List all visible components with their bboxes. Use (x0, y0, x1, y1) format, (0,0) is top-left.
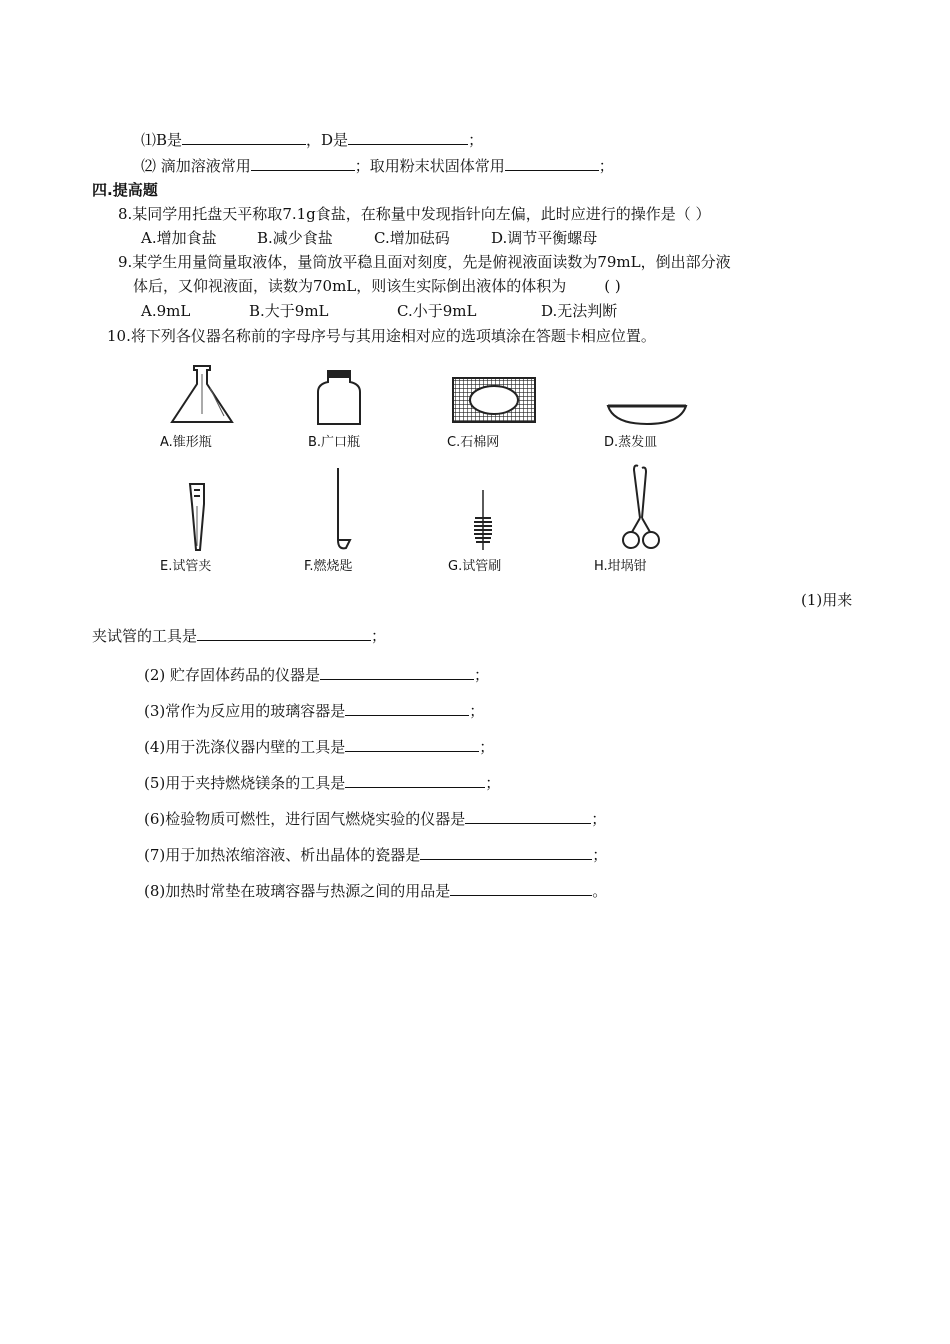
q10-sub8 (144, 881, 607, 901)
figure-caption: C.石棉网 (447, 435, 500, 450)
crucible-tongs-icon (620, 462, 664, 552)
punct: ； (474, 666, 490, 684)
figure-caption: A.锥形瓶 (160, 435, 212, 450)
q10-sub-text: (2) 贮存固体药品的仪器是 (144, 666, 321, 684)
q8-option-d[interactable]: D.调节平衡螺母 (491, 229, 598, 247)
q8-options (141, 228, 597, 248)
q9-stem-line-1: 9.某学生用量筒量取液体，量筒放平稳且面对刻度，先是俯视液面读数为79mL，倒出部分液 (118, 253, 731, 271)
punct: ； (598, 157, 614, 175)
prev-line-2 (141, 156, 614, 176)
figure-caption: B.广口瓶 (308, 435, 361, 450)
answer-blank[interactable] (505, 156, 599, 171)
answer-blank[interactable] (251, 156, 355, 171)
answer-blank[interactable] (345, 773, 485, 788)
q10-sub-text: (4)用于洗涤仪器内壁的工具是 (144, 738, 346, 756)
q10-stem: 10.将下列各仪器名称前的字母序号与其用途相对应的选项填涂在答题卡相应位置。 (107, 327, 656, 345)
prev-line-1 (141, 130, 483, 150)
q10-sub1-text: 夹试管的工具是 (92, 627, 198, 645)
q8-stem: 8.某同学用托盘天平称取7.1g食盐，在称量中发现指针向左偏，此时应进行的操作是（ ） (118, 205, 711, 223)
q10-sub-text: (6)检验物质可燃性，进行固气燃烧实验的仪器是 (144, 810, 466, 828)
answer-blank[interactable] (420, 845, 592, 860)
answer-blank[interactable] (345, 737, 479, 752)
prev-powder-label: ；取用粉末状固体常用 (354, 157, 505, 175)
q10-sub6 (144, 809, 606, 829)
answer-blank[interactable] (197, 626, 371, 641)
evaporating-dish-icon (606, 402, 688, 426)
punct: ； (592, 846, 608, 864)
q10-sub-text: (7)用于加热浓缩溶液、析出晶体的瓷器是 (144, 846, 421, 864)
q10-sub-text: (5)用于夹持燃烧镁条的工具是 (144, 774, 346, 792)
test-tube-brush-icon (471, 488, 495, 552)
q10-sub-text: (8)加热时常垫在玻璃容器与热源之间的用品是 (144, 882, 451, 900)
q9-option-d[interactable]: D.无法判断 (541, 302, 618, 320)
figure-caption: F.燃烧匙 (304, 559, 353, 574)
q10-sub3 (144, 701, 484, 721)
answer-blank[interactable] (345, 701, 469, 716)
answer-blank[interactable] (320, 665, 474, 680)
test-tube-holder-icon (184, 482, 212, 552)
section-title: 四.提高题 (92, 181, 158, 199)
figure-caption: H.坩埚钳 (594, 559, 647, 574)
punct: ； (468, 131, 484, 149)
q9-option-a[interactable]: A.9mL (141, 302, 191, 320)
q9-stem-text: 体后，又仰视液面，读数为70mL，则该生实际倒出液体的体积为 (133, 277, 567, 295)
q10-sub-text: (3)常作为反应用的玻璃容器是 (144, 702, 346, 720)
punct: ； (591, 810, 607, 828)
punct: 。 (592, 882, 608, 900)
q8-option-b[interactable]: B.减少食盐 (257, 229, 333, 247)
q10-sub4 (144, 737, 494, 757)
figure-caption: G.试管刷 (448, 559, 502, 574)
prev-b-label: ⑴B是 (141, 131, 183, 149)
combustion-spoon-icon (328, 466, 352, 552)
q10-sub1 (92, 626, 386, 646)
figure-caption: E.试管夹 (160, 559, 212, 574)
punct: ； (485, 774, 501, 792)
answer-blank[interactable] (450, 881, 592, 896)
prev-d-label: ，D是 (306, 131, 349, 149)
q9-options (141, 301, 617, 321)
conical-flask-icon (166, 364, 238, 426)
q10-sub7 (144, 845, 607, 865)
figure-caption: D.蒸发皿 (604, 435, 658, 450)
q8-option-c[interactable]: C.增加砝码 (374, 229, 450, 247)
punct: ； (469, 702, 485, 720)
q9-option-c[interactable]: C.小于9mL (397, 302, 477, 320)
q9-answer-paren[interactable]: ( ) (604, 277, 621, 295)
answer-blank[interactable] (348, 130, 468, 145)
answer-blank[interactable] (182, 130, 306, 145)
answer-blank[interactable] (465, 809, 591, 824)
asbestos-gauze-icon (451, 376, 537, 426)
q10-sub5 (144, 773, 500, 793)
q9-option-b[interactable]: B.大于9mL (249, 302, 329, 320)
punct: ； (479, 738, 495, 756)
q10-sub2 (144, 665, 489, 685)
q9-stem-line-2 (133, 276, 621, 296)
q10-sub1-lead: (1)用来 (801, 591, 853, 609)
prev-dropper-label: ⑵ 滴加溶液常用 (141, 157, 251, 175)
q8-option-a[interactable]: A.增加食盐 (141, 229, 217, 247)
punct: ； (371, 627, 387, 645)
wide-mouth-bottle-icon (314, 368, 364, 426)
